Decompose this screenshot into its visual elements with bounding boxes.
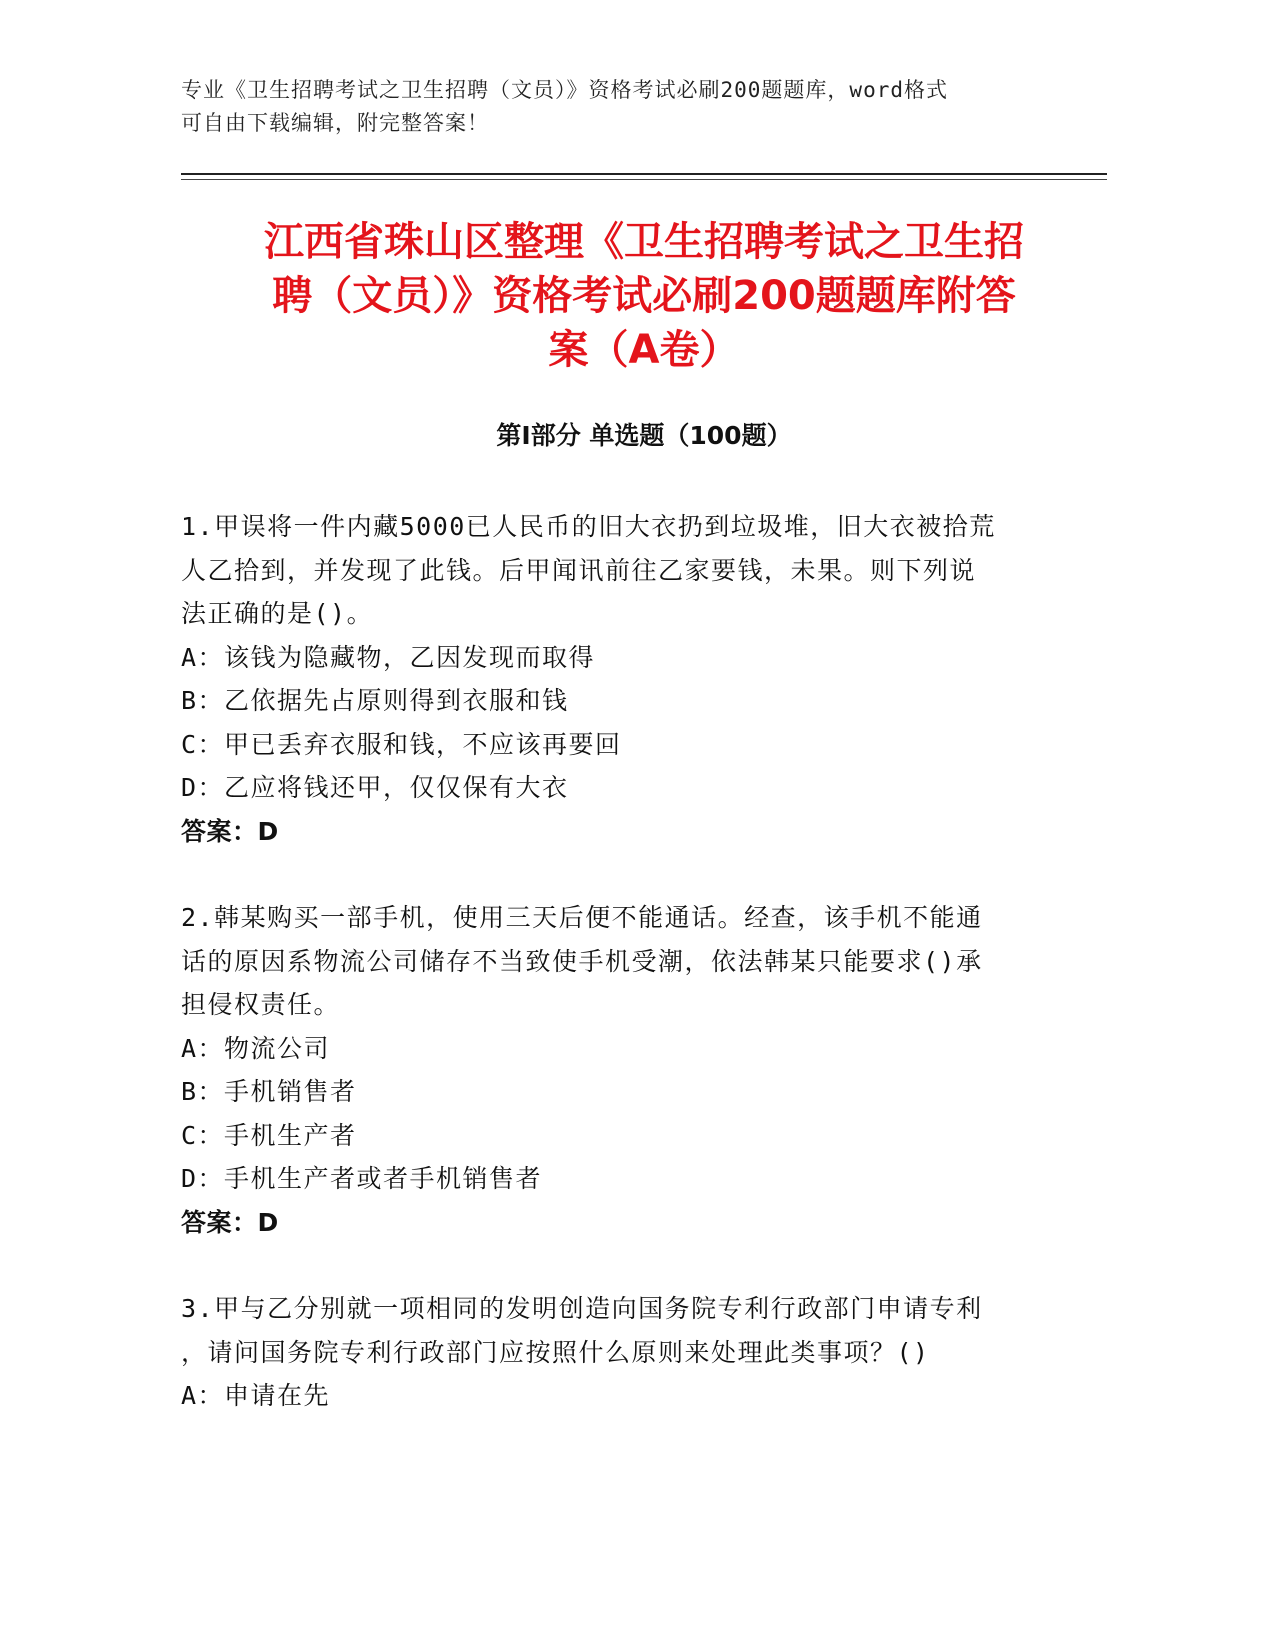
option-a: A：申请在先 [181,1381,331,1410]
question-list [181,505,1031,1461]
question-3 [181,1287,1031,1418]
header-divider-thin [181,179,1107,180]
page-header [181,74,1021,140]
option-d: D：乙应将钱还甲，仅仅保有大衣 [181,773,569,802]
question-text-line: 法正确的是()。 [181,599,374,628]
question-text-line: 2.韩某购买一部手机，使用三天后便不能通话。经查，该手机不能通 [181,903,983,932]
header-line-2: 可自由下载编辑，附完整答案！ [181,111,489,135]
header-divider-thick [181,173,1107,175]
question-text-line: 担侵权责任。 [181,990,341,1019]
question-text-line: 话的原因系物流公司储存不当致使手机受潮，依法韩某只能要求()承 [181,946,983,976]
option-a: A：物流公司 [181,1033,331,1063]
title-line-1: 江西省珠山区整理《卫生招聘考试之卫生招 [264,219,1024,265]
option-d: D：手机生产者或者手机销售者 [181,1164,543,1193]
document-title [181,215,1107,377]
question-text-line: 1.甲误将一件内藏5000已人民币的旧大衣扔到垃圾堆，旧大衣被拾荒 [181,512,996,541]
question-1 [181,505,1031,853]
question-text-line: 人乙拾到，并发现了此钱。后甲闻讯前往乙家要钱，未果。则下列说 [181,555,977,585]
section-title: 第I部分 单选题（100题） [496,421,792,450]
question-2 [181,896,1031,1244]
question-text-line: ，请问国务院专利行政部门应按照什么原则来处理此类事项？() [181,1337,930,1367]
answer: 答案：D [181,816,279,846]
option-a: A：该钱为隐藏物，乙因发现而取得 [181,642,596,672]
question-text-line: 3.甲与乙分别就一项相同的发明创造向国务院专利行政部门申请专利 [181,1294,983,1323]
option-c: C：手机生产者 [181,1120,357,1150]
answer: 答案：D [181,1207,279,1237]
title-line-2: 聘（文员）》资格考试必刷200题题库附答 [272,273,1016,319]
option-c: C：甲已丢弃衣服和钱，不应该再要回 [181,729,622,759]
title-line-3: 案（A卷） [548,327,740,373]
option-b: B：乙依据先占原则得到衣服和钱 [181,686,569,715]
option-b: B：手机销售者 [181,1077,357,1106]
header-line-1: 专业《卫生招聘考试之卫生招聘（文员）》资格考试必刷200题题库，word格式 [181,78,948,102]
